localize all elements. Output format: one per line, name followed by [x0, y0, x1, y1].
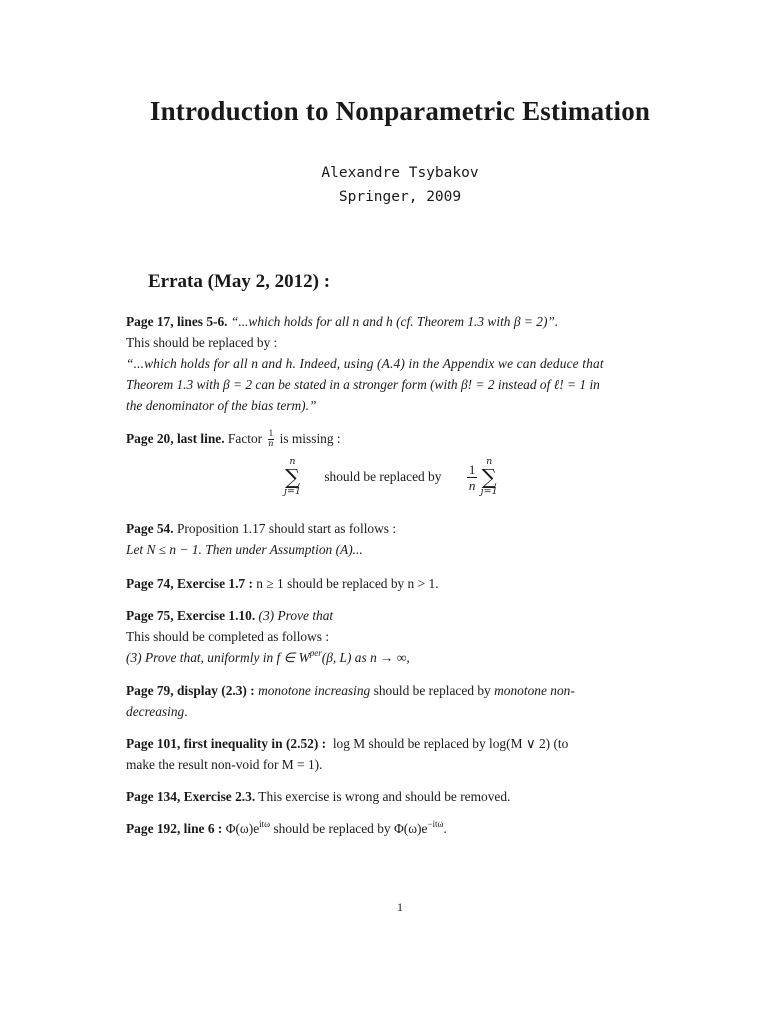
entry-text: Factor	[227, 431, 263, 446]
entry-label: Page 54.	[126, 521, 174, 536]
original-quote: “...which holds for all n and h (cf. Theorem 1.3 with β = 2)”.	[230, 314, 559, 329]
entry-label: Page 75, Exercise 1.10.	[126, 608, 256, 623]
entry-label: Page 74, Exercise 1.7 :	[126, 576, 253, 591]
publisher-year: Springer, 2009	[338, 189, 462, 205]
instruction-text: This should be completed as follows :	[126, 629, 330, 644]
entry-line: decreasing.	[126, 704, 188, 719]
entry-text: make the result non-void for M = 1).	[126, 757, 323, 772]
errata-entry-page-17	[126, 311, 678, 416]
author-name: Alexandre Tsybakov	[321, 165, 479, 181]
entry-label: Page 79, display (2.3) :	[126, 683, 255, 698]
page-number: 1	[397, 900, 403, 914]
errata-entry-page-134	[126, 786, 678, 807]
entry-label: Page 20, last line.	[126, 431, 225, 446]
entry-label: Page 17, lines 5-6.	[126, 314, 228, 329]
replacement-line: “...which holds for all n and h. Indeed, using (A.4) in the Appendix we can deduce that	[126, 356, 604, 371]
instruction-text: This should be replaced by :	[126, 335, 278, 350]
display-middle-text: should be replaced by	[324, 469, 442, 484]
replacement-line: Theorem 1.3 with β = 2 can be stated in a stronger form (with β! = 2 instead of ℓ! = 1 in	[126, 377, 600, 392]
entry-line	[126, 605, 678, 626]
original-quote: (3) Prove that	[258, 608, 334, 623]
entry-text: n ≥ 1 should be replaced by n > 1.	[256, 576, 439, 591]
entry-text: Proposition 1.17 should start as follows :	[176, 521, 397, 536]
entry-text: This exercise is wrong and should be removed.	[258, 789, 511, 804]
errata-entry-page-75	[126, 605, 678, 668]
errata-entry-page-101	[126, 733, 678, 775]
fraction-one-over-n: $\frac{1}{n}$	[268, 429, 274, 450]
errata-entry-page-192: Page 192, line 6 : $\Phi(\omega)e^{it\omega}$ should be replaced by $\Phi(\omega)e^{-it\omega}$.	[126, 819, 447, 836]
fraction-one-over-n: $\frac{1}{n}$	[468, 461, 476, 493]
display-equation	[284, 457, 544, 497]
entry-line	[126, 311, 678, 332]
entry-label: Page 101, first inequality in (2.52) :	[126, 736, 327, 751]
replacement-line: (3) Prove that, uniformly in f ∈ $W^{per}(\beta$, L) as n → ∞,	[126, 648, 410, 665]
entry-text: Let N ≤ n − 1. Then under Assumption (A)...	[126, 542, 363, 557]
entry-line	[126, 518, 678, 539]
summation-symbol: n ∑ j=1	[284, 456, 301, 497]
errata-entry-page-54	[126, 518, 678, 560]
document-title: Introduction to Nonparametric Estimation	[149, 96, 651, 126]
summation-symbol: n ∑ j=1	[480, 456, 498, 497]
errata-entry-page-20	[126, 428, 678, 449]
errata-entry-page-74	[126, 573, 678, 594]
entry-label: Page 192, line 6 :	[126, 821, 223, 836]
errata-entry-page-79	[126, 680, 678, 722]
entry-line: Page 101, first inequality in (2.52) : log M should be replaced by log(M ∨ 2) (to	[126, 736, 569, 751]
entry-text: is missing :	[279, 431, 341, 446]
entry-line: Page 79, display (2.3) : monotone increasing should be replaced by monotone non-	[126, 683, 575, 698]
errata-heading: Errata (May 2, 2012) :	[148, 271, 331, 292]
entry-label: Page 134, Exercise 2.3.	[126, 789, 256, 804]
replacement-line: the denominator of the bias term).”	[126, 398, 317, 413]
